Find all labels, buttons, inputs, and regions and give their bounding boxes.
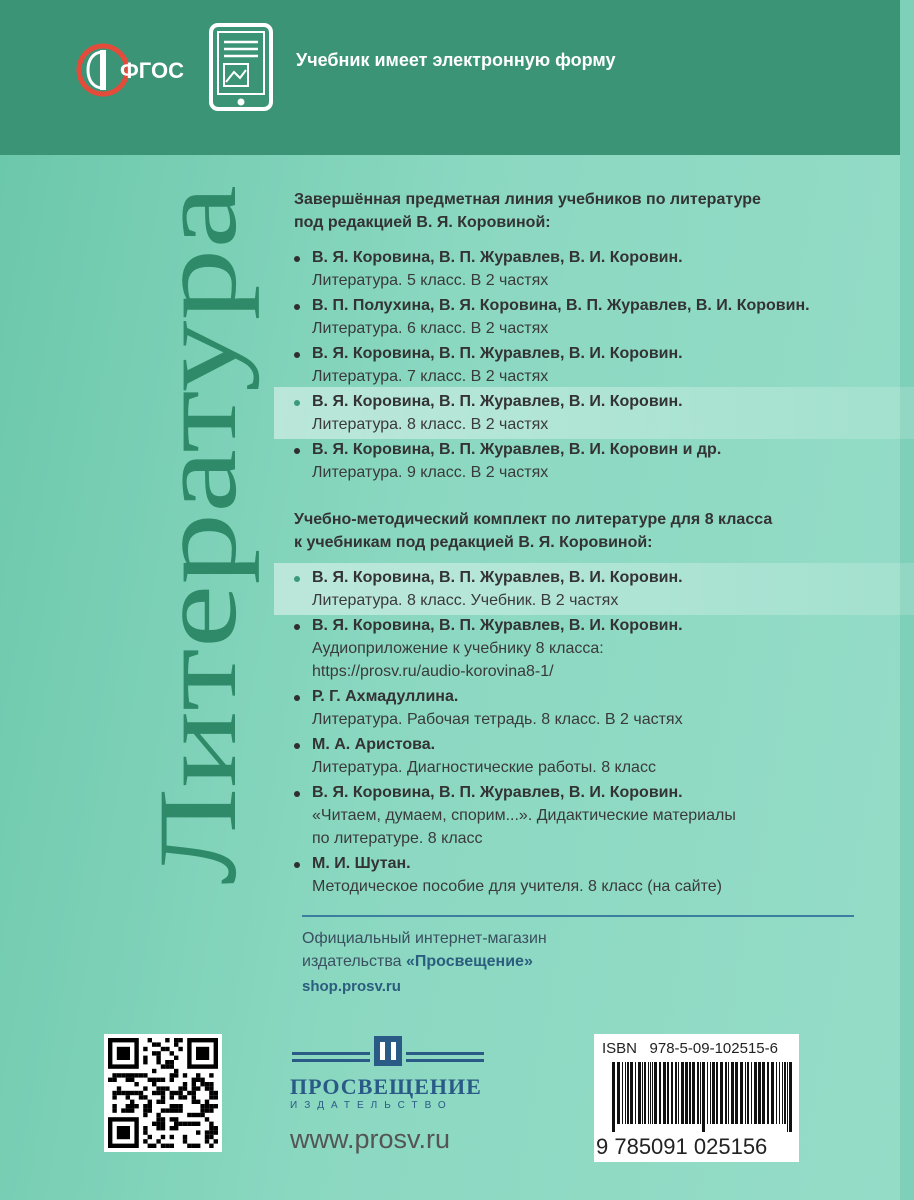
isbn-number: 978-5-09-102515-6	[649, 1040, 778, 1057]
isbn-line	[602, 1040, 778, 1057]
section1-title-line: под редакцией В. Я. Коровиной:	[294, 214, 551, 231]
item-authors: В. Я. Коровина, В. П. Журавлев, В. И. Коровин.	[312, 249, 683, 266]
item-authors: В. Я. Коровина, В. П. Журавлев, В. И. Коровин.	[312, 617, 683, 634]
barcode-icon	[612, 1062, 794, 1132]
spine-title	[130, 180, 260, 890]
item-description: «Читаем, думаем, спорим...». Дидактические материалы	[312, 807, 736, 824]
section2-title	[294, 508, 854, 554]
bullet-icon	[294, 743, 300, 749]
publisher-logo-icon	[292, 1030, 492, 1074]
section1-list	[294, 246, 854, 484]
shop-url[interactable]: shop.prosv.ru	[302, 978, 401, 995]
bullet-icon	[294, 400, 300, 406]
item-description: Литература. Рабочая тетрадь. 8 класс. В 2 частях	[312, 711, 683, 728]
item-authors: М. И. Шутан.	[312, 855, 411, 872]
item-description: Аудиоприложение к учебнику 8 класса:	[312, 640, 604, 657]
list-item	[294, 685, 854, 731]
qr-code	[104, 1034, 222, 1152]
list-item-highlighted	[294, 566, 854, 612]
isbn-barcode	[594, 1034, 799, 1162]
section2-title-line: к учебникам под редакцией В. Я. Коровиной:	[294, 534, 653, 551]
fgos-logo-text: ФГОС	[120, 58, 184, 83]
bullet-icon	[294, 304, 300, 310]
item-description: Литература. Диагностические работы. 8 класс	[312, 759, 656, 776]
fgos-logo-icon	[76, 38, 184, 103]
bullet-icon	[294, 448, 300, 454]
item-authors: В. Я. Коровина, В. П. Журавлев, В. И. Коровин и др.	[312, 441, 722, 458]
shop-line2-prefix: издательства	[302, 953, 406, 970]
spine-title-text: Литература	[136, 338, 260, 885]
item-description: Литература. 7 класс. В 2 частях	[312, 368, 549, 385]
item-description: Литература. 8 класс. В 2 частях	[312, 416, 549, 433]
publisher-subtitle: ИЗДАТЕЛЬСТВО	[290, 1100, 453, 1111]
barcode-digits: 9 785091 025156	[596, 1134, 768, 1159]
bullet-icon	[294, 695, 300, 701]
list-item	[294, 852, 854, 898]
item-description: Методическое пособие для учителя. 8 класс (на сайте)	[312, 878, 722, 895]
item-description: по литературе. 8 класс	[312, 830, 483, 847]
book-list	[294, 188, 854, 900]
list-item-highlighted	[294, 390, 854, 436]
item-description: Литература. 9 класс. В 2 частях	[312, 464, 549, 481]
divider	[302, 915, 854, 917]
item-authors: В. Я. Коровина, В. П. Журавлев, В. И. Коровин.	[312, 345, 683, 362]
bullet-icon	[294, 624, 300, 630]
publisher-website[interactable]: www.prosv.ru	[290, 1124, 451, 1154]
electronic-form-note: Учебник имеет электронную форму	[296, 50, 616, 70]
list-item	[294, 733, 854, 779]
list-item	[294, 342, 854, 388]
item-authors: В. Я. Коровина, В. П. Журавлев, В. И. Коровин.	[312, 393, 683, 410]
item-authors: В. П. Полухина, В. Я. Коровина, В. П. Журавлев, В. И. Коровин.	[312, 297, 810, 314]
audio-link[interactable]: https://prosv.ru/audio-korovina8-1/	[312, 663, 554, 680]
item-authors: В. Я. Коровина, В. П. Журавлев, В. И. Коровин.	[312, 569, 683, 586]
item-authors: Р. Г. Ахмадуллина.	[312, 688, 459, 705]
shop-line2	[302, 953, 533, 971]
isbn-label: ISBN	[602, 1040, 638, 1057]
bullet-icon	[294, 862, 300, 868]
list-item	[294, 614, 854, 683]
bullet-icon	[294, 256, 300, 262]
publisher-name: ПРОСВЕЩЕНИЕ	[290, 1074, 482, 1099]
shop-line1: Официальный интернет-магазин	[302, 930, 547, 947]
section2-list	[294, 566, 854, 898]
section2-title-line: Учебно-методический комплект по литературе для 8 класса	[294, 511, 773, 528]
item-authors: В. Я. Коровина, В. П. Журавлев, В. И. Коровин.	[312, 784, 683, 801]
fgos-logo	[76, 38, 184, 103]
list-item	[294, 246, 854, 292]
item-description: Литература. 6 класс. В 2 частях	[312, 320, 549, 337]
qr-code-icon	[108, 1038, 218, 1148]
section1-title-line: Завершённая предметная линия учебников по литературе	[294, 191, 761, 208]
tablet-icon	[208, 22, 274, 112]
section1-title	[294, 188, 854, 234]
item-description: Литература. 5 класс. В 2 частях	[312, 272, 549, 289]
bullet-icon	[294, 576, 300, 582]
shop-brand: «Просвещение»	[405, 953, 533, 970]
bullet-icon	[294, 352, 300, 358]
list-item	[294, 781, 854, 850]
bullet-icon	[294, 791, 300, 797]
item-authors: М. А. Аристова.	[312, 736, 436, 753]
item-description: Литература. 8 класс. Учебник. В 2 частях	[312, 592, 619, 609]
list-item	[294, 438, 854, 484]
list-item	[294, 294, 854, 340]
